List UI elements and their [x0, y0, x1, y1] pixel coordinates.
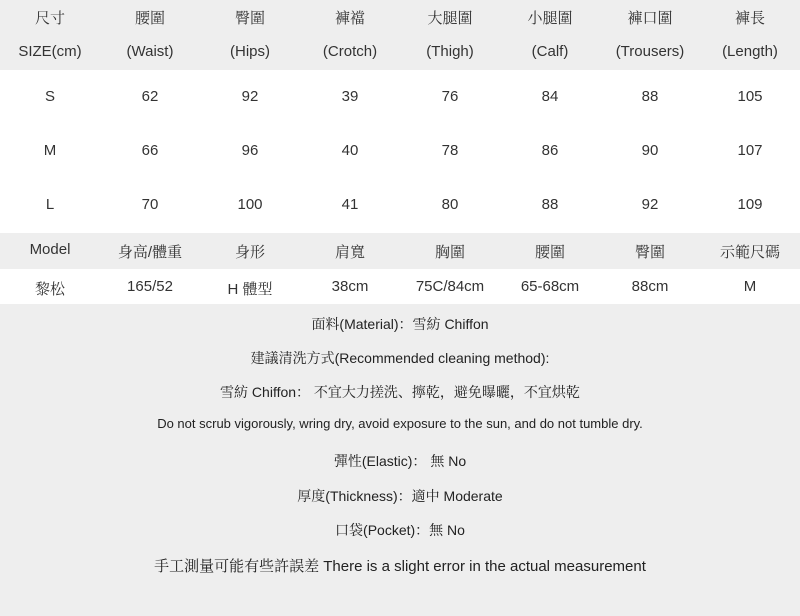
table-cell: 65-68cm — [520, 278, 580, 295]
table-row-size-l — [0, 196, 800, 213]
header-cell: 腰圍 — [534, 244, 565, 261]
table-cell: 96 — [241, 142, 259, 159]
table-cell: 70 — [141, 196, 159, 213]
table-cell: 105 — [737, 88, 763, 105]
table-cell: S — [44, 88, 55, 105]
table-cell: 92 — [641, 196, 659, 213]
header-cell: 身高/體重 — [117, 244, 183, 261]
table-cell: 62 — [141, 88, 159, 105]
table-cell: 86 — [541, 142, 559, 159]
header-cell: (Trousers) — [615, 43, 685, 60]
header-cell: 腰圍 — [134, 10, 165, 27]
header-cell: (Calf) — [531, 43, 569, 60]
header-cell: (Length) — [722, 43, 778, 60]
header-cell: (Thigh) — [426, 43, 474, 60]
header-cell: 臀圍 — [634, 244, 665, 261]
elastic-note: 彈性(Elastic)： 無 No — [333, 453, 467, 469]
cleaning-note-zh: 雪紡 Chiffon： 不宜大力搓洗、擰乾，避免曝曬，不宜烘乾 — [220, 384, 580, 400]
table-cell: 黎松 — [34, 281, 65, 298]
table-cell: L — [45, 196, 55, 213]
header-cell: 示範尺碼 — [719, 244, 780, 261]
table-cell: 109 — [737, 196, 763, 213]
header-cell: 臀圍 — [234, 10, 265, 27]
size-table-header-en — [0, 43, 800, 60]
header-cell: (Crotch) — [322, 43, 378, 60]
header-cell: SIZE(cm) — [18, 43, 82, 60]
table-cell: 88cm — [631, 278, 669, 295]
table-row-size-s — [0, 88, 800, 105]
model-table-header — [0, 241, 800, 262]
table-cell: 88 — [541, 196, 559, 213]
table-cell: 90 — [641, 142, 659, 159]
table-cell: 75C/84cm — [415, 278, 485, 295]
header-cell: 褲口圍 — [627, 10, 673, 27]
measurement-disclaimer: 手工測量可能有些許誤差 There is a slight error in the actual measurement — [154, 558, 646, 575]
table-cell: 107 — [737, 142, 763, 159]
header-cell: 身形 — [234, 244, 265, 261]
header-cell: (Waist) — [126, 43, 174, 60]
table-cell: 84 — [541, 88, 559, 105]
pocket-note: 口袋(Pocket)：無 No — [335, 522, 465, 538]
header-cell: 大腿圍 — [427, 10, 473, 27]
table-cell: 165/52 — [127, 278, 173, 295]
table-cell: 40 — [341, 142, 359, 159]
header-cell: 小腿圍 — [527, 10, 573, 27]
header-cell: 尺寸 — [34, 10, 65, 27]
cleaning-note-en: Do not scrub vigorously, wring dry, avoid exposure to the sun, and do not tumble dry. — [157, 416, 643, 431]
table-cell: M — [43, 142, 57, 159]
table-cell: 76 — [441, 88, 459, 105]
table-cell: H 體型 — [227, 281, 273, 298]
header-cell: 胸圍 — [434, 244, 465, 261]
header-cell: Model — [29, 241, 71, 258]
table-row-size-m — [0, 142, 800, 159]
header-cell: 肩寬 — [334, 244, 365, 261]
header-cell: 褲長 — [734, 10, 765, 27]
model-table-values — [0, 278, 800, 299]
header-cell: (Hips) — [230, 43, 270, 60]
table-cell: 100 — [237, 196, 263, 213]
table-cell: M — [743, 278, 757, 295]
cleaning-title: 建議清洗方式(Recommended cleaning method): — [250, 350, 550, 366]
table-cell: 39 — [341, 88, 359, 105]
size-table-header-zh — [0, 7, 800, 28]
table-cell: 92 — [241, 88, 259, 105]
table-cell: 38cm — [331, 278, 369, 295]
table-cell: 88 — [641, 88, 659, 105]
table-cell: 80 — [441, 196, 459, 213]
material-note: 面料(Material)：雪紡 Chiffon — [311, 316, 489, 332]
table-cell: 78 — [441, 142, 459, 159]
table-cell: 66 — [141, 142, 159, 159]
table-cell: 41 — [341, 196, 359, 213]
header-cell: 褲襠 — [334, 10, 365, 27]
thickness-note: 厚度(Thickness)：適中 Moderate — [297, 488, 503, 504]
